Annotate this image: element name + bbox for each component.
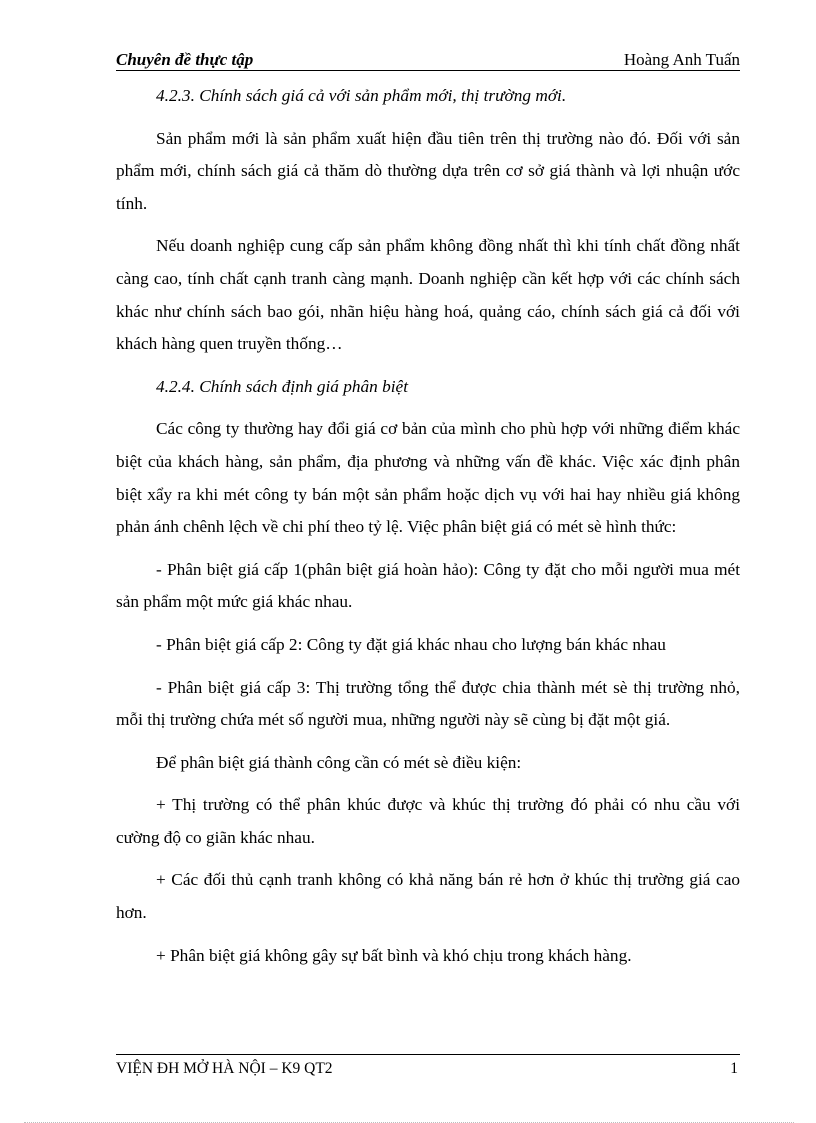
- paragraph: Sản phẩm mới là sản phẩm xuất hiện đầu tiên trên thị trường nào đó. Đối với sản phẩm mới, chính sách giá cả thăm dò thường dựa trên cơ sở giá thành và lợi nhuận ước tính.: [116, 128, 740, 213]
- list-item: + Thị trường có thể phân khúc được và khúc thị trường đó phải có nhu cầu với cường độ co giãn khác nhau.: [116, 795, 740, 847]
- page-header: [116, 48, 740, 71]
- section-heading-4-2-4: 4.2.4. Chính sách định giá phân biệt: [156, 376, 409, 396]
- page-number: 1: [730, 1060, 738, 1077]
- list-item: + Các đối thủ cạnh tranh không có khả năng bán rẻ hơn ở khúc thị trường giá cao hơn.: [116, 870, 740, 923]
- footer-institution: VIỆN ĐH MỞ HÀ NỘI – K9 QT2: [116, 1060, 333, 1077]
- paragraph: Để phân biệt giá thành công cần có mét sè điều kiện:: [156, 752, 522, 772]
- document-title: Chuyên đề thực tập: [116, 50, 254, 69]
- list-item: - Phân biệt giá cấp 3: Thị trường tổng thể được chia thành mét sè thị trường nhỏ, mỗi thị trường chứa mét số người mua, những người này sẽ cùng bị đặt một giá.: [116, 677, 740, 730]
- paragraph: Nếu doanh nghiệp cung cấp sản phẩm không đồng nhất thì khi tính chất đồng nhất càng cao, tính chất cạnh tranh càng mạnh. Doanh nghiệp cần kết hợp với các chính sách khác như chính sách bao gói, nhãn hiệu hàng hoá, quảng cáo, chính sách giá cả đối với khách hàng quen truyền thống…: [116, 236, 740, 354]
- list-item: + Phân biệt giá không gây sự bất bình và khó chịu trong khách hàng.: [156, 945, 632, 965]
- author-name: Hoàng Anh Tuấn: [623, 50, 740, 69]
- paragraph: Các công ty thường hay đổi giá cơ bản của mình cho phù hợp với những điểm khác biệt của khách hàng, sản phẩm, địa phương và những vấn đề khác. Việc xác định phân biệt xẩy ra khi mét công ty bán một sản phẩm hoặc dịch vụ với hai hay nhiều giá không phản ánh chênh lệch về chi phí theo tỷ lệ. Việc phân biệt giá có mét sè hình thức:: [116, 419, 740, 537]
- list-item: - Phân biệt giá cấp 1(phân biệt giá hoàn hảo): Công ty đặt cho mỗi người mua mét sản phẩm một mức giá khác nhau.: [116, 559, 740, 612]
- page-footer: [116, 1054, 740, 1079]
- page-body: [116, 80, 740, 982]
- list-item: - Phân biệt giá cấp 2: Công ty đặt giá khác nhau cho lượng bán khác nhau: [156, 634, 666, 654]
- section-heading-4-2-3: 4.2.3. Chính sách giá cả với sản phẩm mới, thị trường mới.: [156, 86, 567, 105]
